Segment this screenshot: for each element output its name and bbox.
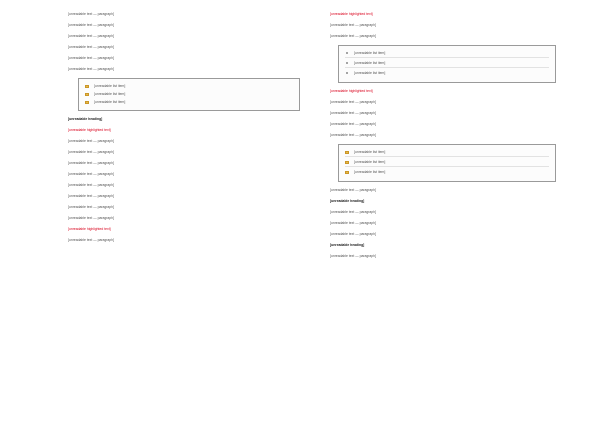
bullet-icon — [346, 52, 348, 54]
paragraph: [unreadable text — paragraph] — [330, 221, 376, 225]
list-item — [85, 100, 293, 105]
paragraph: [unreadable text — paragraph] — [68, 67, 114, 71]
bullet-icon — [346, 72, 348, 74]
list-item-text: [unreadable list item] — [354, 71, 386, 75]
paragraph: [unreadable text — paragraph] — [68, 12, 114, 16]
section-heading: [unreadable heading] — [330, 199, 365, 203]
list-item — [345, 160, 549, 167]
square-bullet-icon — [85, 93, 89, 96]
square-bullet-icon — [85, 85, 89, 88]
list-item-text: [unreadable list item] — [354, 160, 386, 164]
list-item-text: [unreadable list item] — [354, 51, 386, 55]
paragraph: [unreadable text — paragraph] — [68, 172, 114, 176]
paragraph: [unreadable text — paragraph] — [68, 194, 114, 198]
paragraph: [unreadable text — paragraph] — [68, 45, 114, 49]
paragraph: [unreadable text — paragraph] — [68, 161, 114, 165]
paragraph: [unreadable text — paragraph] — [330, 100, 376, 104]
paragraph: [unreadable text — paragraph] — [330, 111, 376, 115]
list-item-text: [unreadable list item] — [354, 61, 386, 65]
list-item — [345, 61, 549, 68]
paragraph: [unreadable text — paragraph] — [68, 205, 114, 209]
paragraph: [unreadable text — paragraph] — [68, 150, 114, 154]
list-item-text: [unreadable list item] — [94, 84, 126, 88]
paragraph: [unreadable text — paragraph] — [330, 23, 376, 27]
list-item — [345, 170, 549, 176]
callout-list — [338, 45, 556, 83]
right-column — [330, 12, 562, 265]
paragraph: [unreadable text — paragraph] — [330, 34, 376, 38]
list-item — [345, 71, 549, 77]
paragraph: [unreadable text — paragraph] — [68, 183, 114, 187]
list-item — [85, 92, 293, 97]
paragraph: [unreadable text — paragraph] — [330, 188, 376, 192]
list-item — [85, 84, 293, 89]
left-column — [68, 12, 300, 249]
paragraph: [unreadable text — paragraph] — [330, 210, 376, 214]
square-bullet-icon — [345, 151, 349, 154]
list-item-text: [unreadable list item] — [94, 100, 126, 104]
list-item-text: [unreadable list item] — [94, 92, 126, 96]
section-heading: [unreadable heading] — [68, 117, 103, 121]
paragraph: [unreadable text — paragraph] — [330, 232, 376, 236]
square-bullet-icon — [345, 171, 349, 174]
square-bullet-icon — [345, 161, 349, 164]
paragraph: [unreadable text — paragraph] — [68, 238, 114, 242]
highlighted-text: [unreadable highlighted text] — [68, 128, 111, 132]
paragraph: [unreadable text — paragraph] — [68, 139, 114, 143]
list-item — [345, 150, 549, 157]
paragraph: [unreadable text — paragraph] — [68, 216, 114, 220]
paragraph: [unreadable text — paragraph] — [330, 133, 376, 137]
callout-list — [78, 78, 300, 111]
paragraph: [unreadable text — paragraph] — [68, 34, 114, 38]
list-item — [345, 51, 549, 58]
paragraph: [unreadable text — paragraph] — [68, 23, 114, 27]
square-bullet-icon — [85, 101, 89, 104]
highlighted-text: [unreadable highlighted text] — [68, 227, 111, 231]
paragraph: [unreadable text — paragraph] — [330, 254, 376, 258]
paragraph: [unreadable text — paragraph] — [68, 56, 114, 60]
highlighted-text: [unreadable highlighted text] — [330, 89, 373, 93]
section-heading: [unreadable heading] — [330, 243, 365, 247]
bullet-icon — [346, 62, 348, 64]
list-item-text: [unreadable list item] — [354, 150, 386, 154]
callout-list — [338, 144, 556, 182]
paragraph: [unreadable text — paragraph] — [330, 122, 376, 126]
list-item-text: [unreadable list item] — [354, 170, 386, 174]
highlighted-text: [unreadable highlighted text] — [330, 12, 373, 16]
